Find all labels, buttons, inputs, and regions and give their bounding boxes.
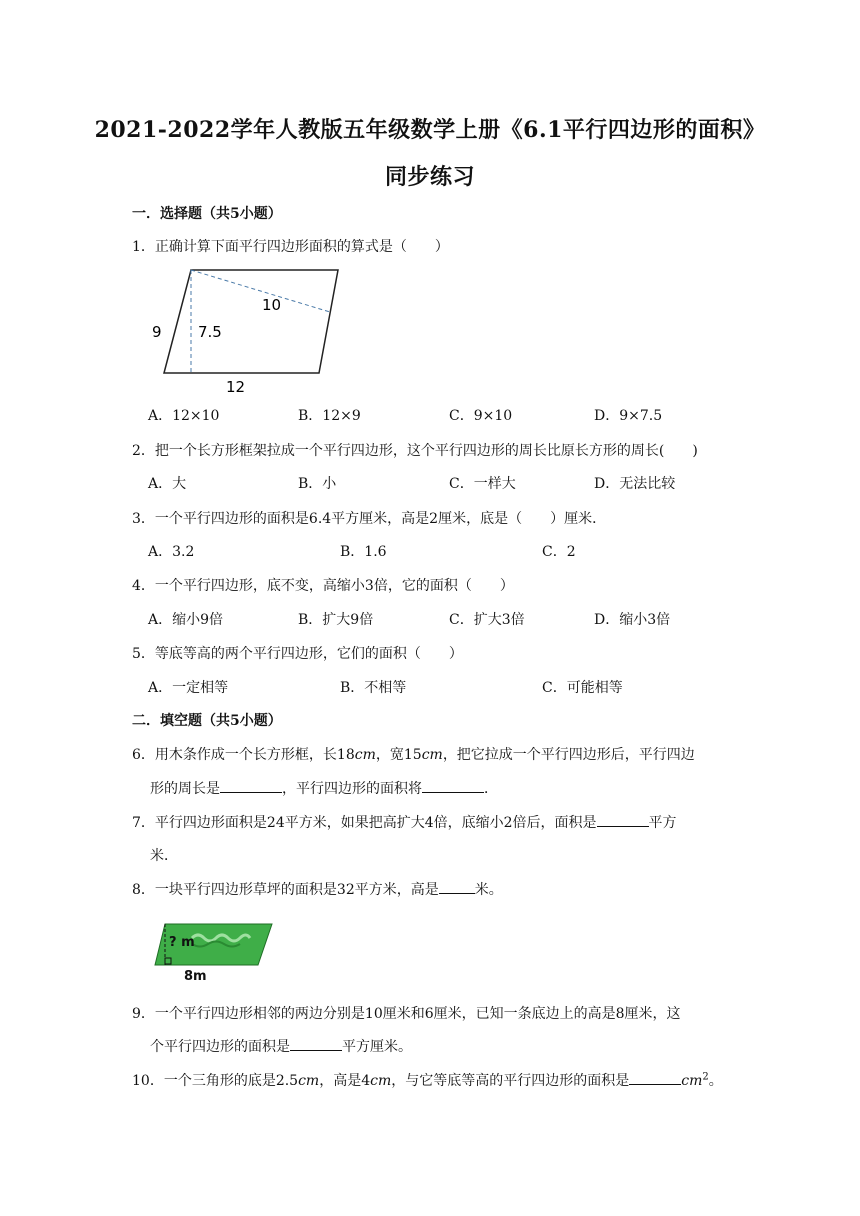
question-4: 4．一个平行四边形，底不变，高缩小3倍，它的面积（ ） (132, 578, 514, 594)
q6-blank-area[interactable] (422, 780, 484, 793)
q3-option-a[interactable]: A．3.2 (148, 544, 195, 560)
label-7-5: 7.5 (198, 323, 222, 341)
q3-option-c[interactable]: C．2 (542, 544, 576, 560)
question-3: 3．一个平行四边形的面积是6.4平方厘米，高是2厘米，底是（ ）厘米． (132, 511, 607, 527)
question-5: 5．等底等高的两个平行四边形，它们的面积（ ） (132, 646, 463, 662)
label-12: 12 (226, 378, 246, 396)
question-8: 8．一块平行四边形草坪的面积是32平方米，高是 米。 (132, 882, 503, 898)
question-7-line-1: 7．平行四边形面积是24平方米，如果把高扩大4倍，底缩小2倍后，面积是 平方 (132, 815, 677, 831)
q8-blank[interactable] (439, 881, 475, 894)
q7-blank[interactable] (597, 814, 649, 827)
label-unknown-height: ? m (169, 935, 195, 950)
q4-option-b[interactable]: B．扩大9倍 (298, 612, 374, 628)
q1-option-b[interactable]: B．12×9 (298, 408, 361, 424)
question-2: 2．把一个长方形框架拉成一个平行四边形，这个平行四边形的周长比原长方形的周长( ) (132, 443, 698, 459)
q2-option-b[interactable]: B．小 (298, 476, 337, 492)
q1-option-a[interactable]: A．12×10 (148, 408, 220, 424)
question-1: 1．正确计算下面平行四边形面积的算式是（ ） (132, 239, 449, 255)
question-7-line-2: 米． (150, 848, 178, 864)
question-6-line-2: 形的周长是 ，平行四边形的面积将 ． (150, 781, 498, 797)
lawn-figure (150, 912, 276, 984)
q10-blank[interactable] (629, 1072, 681, 1085)
parallelogram-figure (146, 262, 352, 396)
question-10: 10．一个三角形的底是2.5cm，高是4cm，与它等底等高的平行四边形的面积是 $cm^2$。 (132, 1071, 723, 1089)
label-10: 10 (262, 296, 282, 314)
q2-option-c[interactable]: C．一样大 (449, 476, 516, 492)
section-heading-fill: 二．填空题（共5小题） (132, 713, 282, 729)
q9-blank[interactable] (290, 1038, 342, 1051)
q5-option-b[interactable]: B．不相等 (340, 680, 407, 696)
label-base-8m: 8m (184, 969, 207, 984)
q1-option-d[interactable]: D．9×7.5 (594, 408, 663, 424)
question-6-line-1: 6．用木条作成一个长方形框，长18cm，宽15cm，把它拉成一个平行四边形后，平行四边 (132, 747, 695, 763)
page-subtitle: 同步练习 (384, 164, 475, 190)
q4-option-d[interactable]: D．缩小3倍 (594, 612, 671, 628)
q5-option-c[interactable]: C．可能相等 (542, 680, 623, 696)
label-9: 9 (152, 323, 162, 341)
q1-option-c[interactable]: C．9×10 (449, 408, 513, 424)
q2-option-a[interactable]: A．大 (148, 476, 187, 492)
page-title: 2021-2022学年人教版五年级数学上册《6.1平行四边形的面积》 (94, 117, 766, 143)
q6-blank-perimeter[interactable] (220, 780, 282, 793)
parallelogram-shape (164, 270, 338, 373)
question-9-line-1: 9．一个平行四边形相邻的两边分别是10厘米和6厘米，已知一条底边上的高是8厘米，这 (132, 1006, 681, 1022)
question-9-line-2: 个平行四边形的面积是 平方厘米。 (150, 1039, 412, 1055)
q4-option-c[interactable]: C．扩大3倍 (449, 612, 525, 628)
section-heading-choice: 一．选择题（共5小题） (132, 206, 282, 222)
q4-option-a[interactable]: A．缩小9倍 (148, 612, 224, 628)
q2-option-d[interactable]: D．无法比较 (594, 476, 676, 492)
q5-option-a[interactable]: A．一定相等 (148, 680, 229, 696)
slant-height-line (191, 270, 330, 312)
q3-option-b[interactable]: B．1.6 (340, 544, 387, 560)
